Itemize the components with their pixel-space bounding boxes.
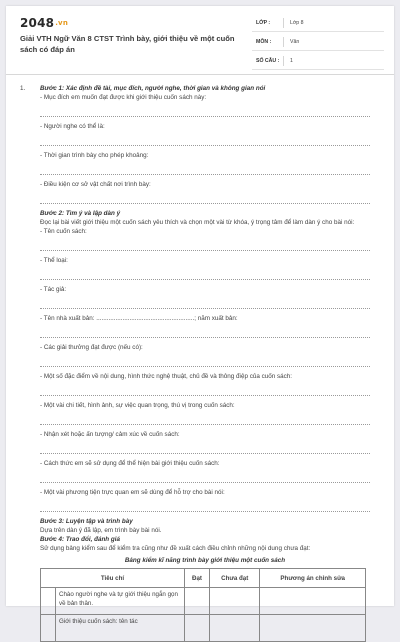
step4-heading: Bước 4: Trao đổi, đánh giá xyxy=(40,536,120,543)
column-header: Tiêu chí xyxy=(41,569,185,588)
meta-key: LỚP : xyxy=(256,20,271,26)
logo-text: 2048 xyxy=(20,16,55,30)
pass-cell[interactable] xyxy=(185,588,210,615)
meta-separator xyxy=(283,37,284,47)
table-row xyxy=(41,588,366,615)
answer-line[interactable] xyxy=(40,189,370,204)
answer-line[interactable] xyxy=(40,497,370,512)
fail-cell[interactable] xyxy=(210,588,260,615)
criteria-cell: Giới thiệu cuốn sách: tên tác xyxy=(56,615,185,642)
step2-item: - Thể loại: xyxy=(40,257,68,264)
answer-line[interactable] xyxy=(40,439,370,454)
answer-line[interactable] xyxy=(40,102,370,117)
column-header: Phương án chỉnh sửa xyxy=(260,569,366,588)
logo-suffix: .vn xyxy=(55,19,69,27)
meta-separator xyxy=(283,56,284,66)
question-content xyxy=(40,84,370,642)
table-header-row xyxy=(41,569,366,588)
step2-item: - Một số đặc điểm về nội dung, hình thức nghệ thuật, chủ đề và thông điệp của cuốn sách: xyxy=(40,373,293,380)
step2-item: - Một vài chi tiết, hình ảnh, sự việc quan trọng, thú vị trong cuốn sách: xyxy=(40,402,235,409)
column-header: Chưa đạt xyxy=(210,569,260,588)
page-title: Giải VTH Ngữ Văn 8 CTST Trình bày, giới thiệu về một cuốn sách có đáp án xyxy=(20,34,235,54)
answer-line[interactable] xyxy=(40,131,370,146)
pass-cell[interactable] xyxy=(185,615,210,642)
step2-item: - Tên cuốn sách: xyxy=(40,228,87,235)
row-number-cell xyxy=(41,588,56,615)
answer-line[interactable] xyxy=(40,381,370,396)
meta-panel xyxy=(252,16,384,73)
rubric-table xyxy=(40,568,366,642)
document-page xyxy=(6,6,394,625)
row-number-cell xyxy=(41,615,56,642)
meta-key: MÔN : xyxy=(256,39,272,45)
meta-row-count xyxy=(252,54,384,70)
step1-item: - Điều kiện cơ sở vật chất nơi trình bày: xyxy=(40,181,151,188)
step2-intro: Đọc lại bài viết giới thiệu một cuốn sách yêu thích và chọn một vài từ khóa, ý trọng tâm để làm dàn ý cho bài nói: xyxy=(40,219,355,226)
answer-line[interactable] xyxy=(40,352,370,367)
answer-line[interactable] xyxy=(40,410,370,425)
revision-cell[interactable] xyxy=(260,615,366,642)
answer-line[interactable] xyxy=(40,160,370,175)
step2-item: - Cách thức em sẽ sử dụng để thể hiện bài giới thiệu cuốn sách: xyxy=(40,460,220,467)
answer-line[interactable] xyxy=(40,468,370,483)
question-number: 1. xyxy=(20,85,26,92)
column-header: Đạt xyxy=(185,569,210,588)
table-title: Bảng kiểm kĩ năng trình bày giới thiệu một cuốn sách xyxy=(124,557,286,564)
step2-item: - Một vài phương tiện trực quan em sẽ dùng để hỗ trợ cho bài nói: xyxy=(40,489,225,496)
meta-row-class xyxy=(252,16,384,32)
step1-item: - Người nghe có thể là: xyxy=(40,123,105,130)
fail-cell[interactable] xyxy=(210,615,260,642)
step1-item: - Mục đích em muốn đạt được khi giới thiệu cuốn sách này: xyxy=(40,94,207,101)
meta-value: 1 xyxy=(290,58,293,64)
step2-item: - Tác giả: xyxy=(40,286,67,293)
document-header xyxy=(6,6,394,75)
site-logo[interactable] xyxy=(20,16,68,30)
meta-row-subject xyxy=(252,35,384,51)
step2-item: - Nhận xét hoặc ấn tượng/ cảm xúc về cuốn sách: xyxy=(40,431,180,438)
table-row xyxy=(41,615,366,642)
step3-heading: Bước 3: Luyện tập và trình bày xyxy=(40,518,133,525)
step2-heading: Bước 2: Tìm ý và lập dàn ý xyxy=(40,210,121,217)
revision-cell[interactable] xyxy=(260,588,366,615)
meta-value: Văn xyxy=(290,39,300,45)
step4-text: Sử dụng bảng kiểm sau để kiểm tra cũng như đề xuất cách điều chỉnh những nội dung chưa đạt: xyxy=(40,545,311,552)
answer-line[interactable] xyxy=(40,323,370,338)
answer-line[interactable] xyxy=(40,294,370,309)
answer-line[interactable] xyxy=(40,236,370,251)
step3-text: Dựa trên dàn ý đã lập, em trình bày bài nói. xyxy=(40,527,162,534)
answer-line[interactable] xyxy=(40,265,370,280)
step1-item: - Thời gian trình bày cho phép khoảng: xyxy=(40,152,149,159)
meta-separator xyxy=(283,18,284,28)
meta-value: Lớp 8 xyxy=(290,20,304,26)
criteria-cell: Chào người nghe và tự giới thiệu ngắn gọn về bản thân. xyxy=(56,588,185,615)
step1-heading: Bước 1: Xác định đề tài, mục đích, người nghe, thời gian và không gian nói xyxy=(40,85,266,92)
step2-item: - Tên nhà xuất bản: ........................................................; năm xuất bản: xyxy=(40,315,238,322)
meta-key: SỐ CÂU : xyxy=(256,58,280,64)
step2-item: - Các giải thưởng đạt được (nếu có): xyxy=(40,344,143,351)
